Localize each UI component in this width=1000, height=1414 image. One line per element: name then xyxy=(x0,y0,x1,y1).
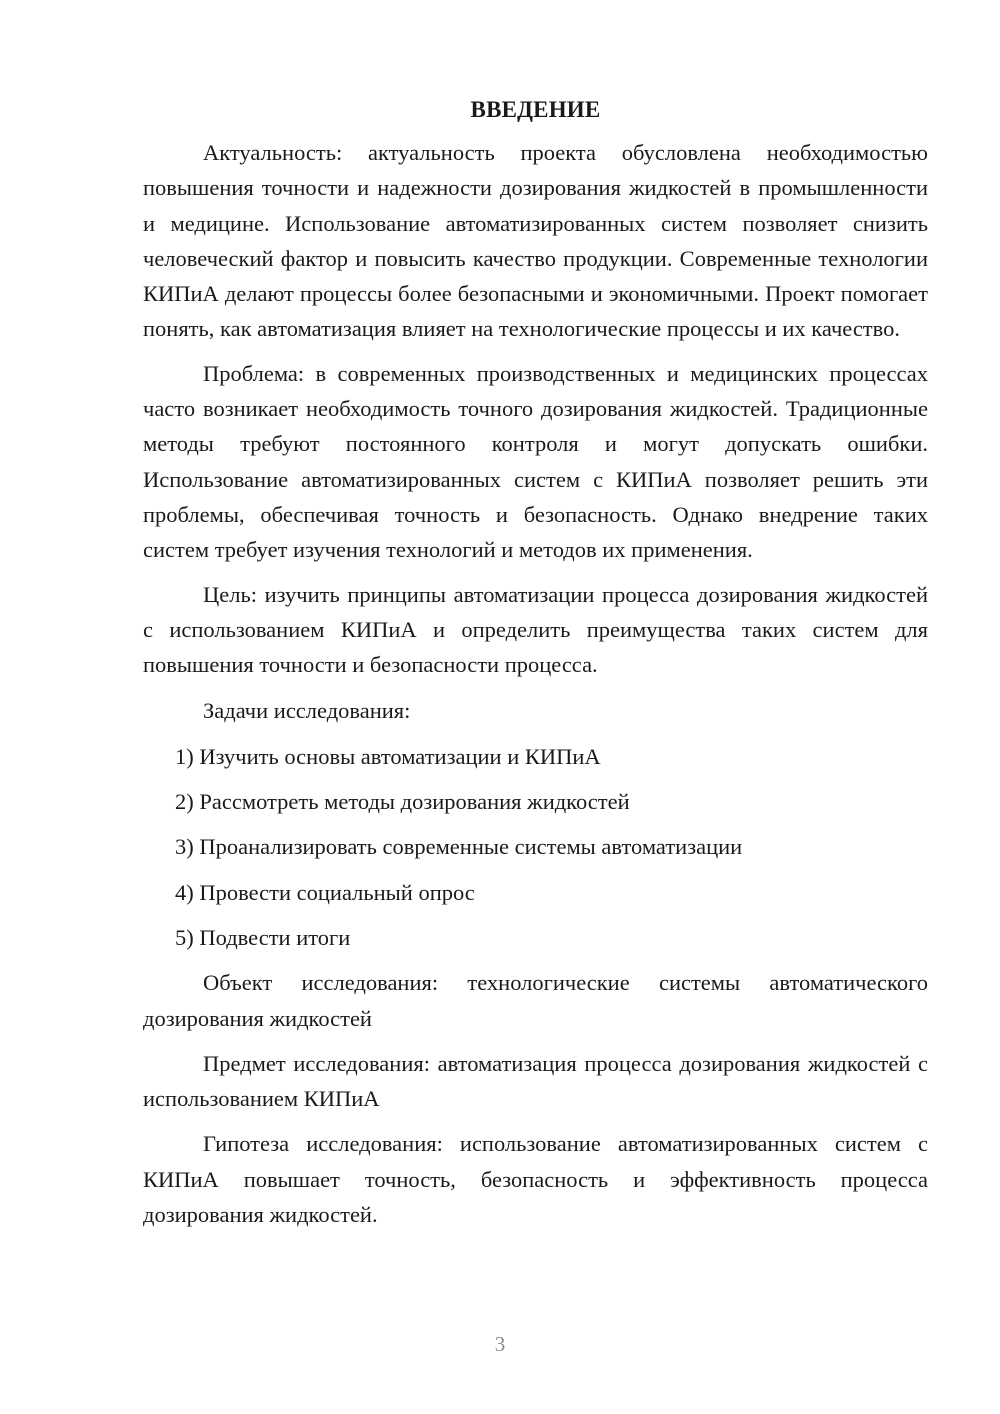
paragraph-goal: Цель: изучить принципы автоматизации процесса дозирования жидкостей с использованием КИПиА и определить преимущества таких систем для повышения точности и безопасности процесса. xyxy=(143,581,928,678)
list-item: 3) Проанализировать современные системы автоматизации xyxy=(175,834,743,860)
paragraph-subject: Предмет исследования: автоматизация процесса дозирования жидкостей с использованием КИПиА xyxy=(143,1050,928,1112)
list-item: 1) Изучить основы автоматизации и КИПиА xyxy=(175,743,601,769)
page-title: ВВЕДЕНИЕ xyxy=(470,97,601,122)
paragraph-object: Объект исследования: технологические системы автоматического дозирования жидкостей xyxy=(143,970,928,1031)
list-item: 4) Провести социальный опрос xyxy=(175,879,475,905)
paragraph-relevance: Актуальность: актуальность проекта обусловлена необходимостью повышения точности и надежности дозирования жидкостей в промышленности и медицине. Использование автоматизированных систем позволяет снизить человеческий фактор и повысить качество продукции. Современные технологии КИПиА делают процессы более безопасными и экономичными. Проект помогает понять, как автоматизация влияет на технологические процессы и их качество. xyxy=(143,140,928,342)
tasks-heading: Задачи исследования: xyxy=(203,698,411,724)
list-item: 5) Подвести итоги xyxy=(175,924,351,950)
tasks-list xyxy=(143,739,928,955)
paragraph-problem: Проблема: в современных производственных и медицинских процессах часто возникает необходимость точного дозирования жидкостей. Традиционные методы требуют постоянного контроля и могут допускать ошибки. Использование автоматизированных систем с КИПиА позволяет решить эти проблемы, обеспечивая точность и безопасность. Однако внедрение таких систем требует изучения технологий и методов их применения. xyxy=(143,360,928,563)
page-number: 3 xyxy=(494,1332,506,1356)
document-page xyxy=(143,92,928,1232)
paragraph-hypothesis: Гипотеза исследования: использование автоматизированных систем с КИПиА повышает точность, безопасность и эффективность процесса дозирования жидкостей. xyxy=(143,1131,928,1228)
list-item: 2) Рассмотреть методы дозирования жидкостей xyxy=(175,789,630,815)
